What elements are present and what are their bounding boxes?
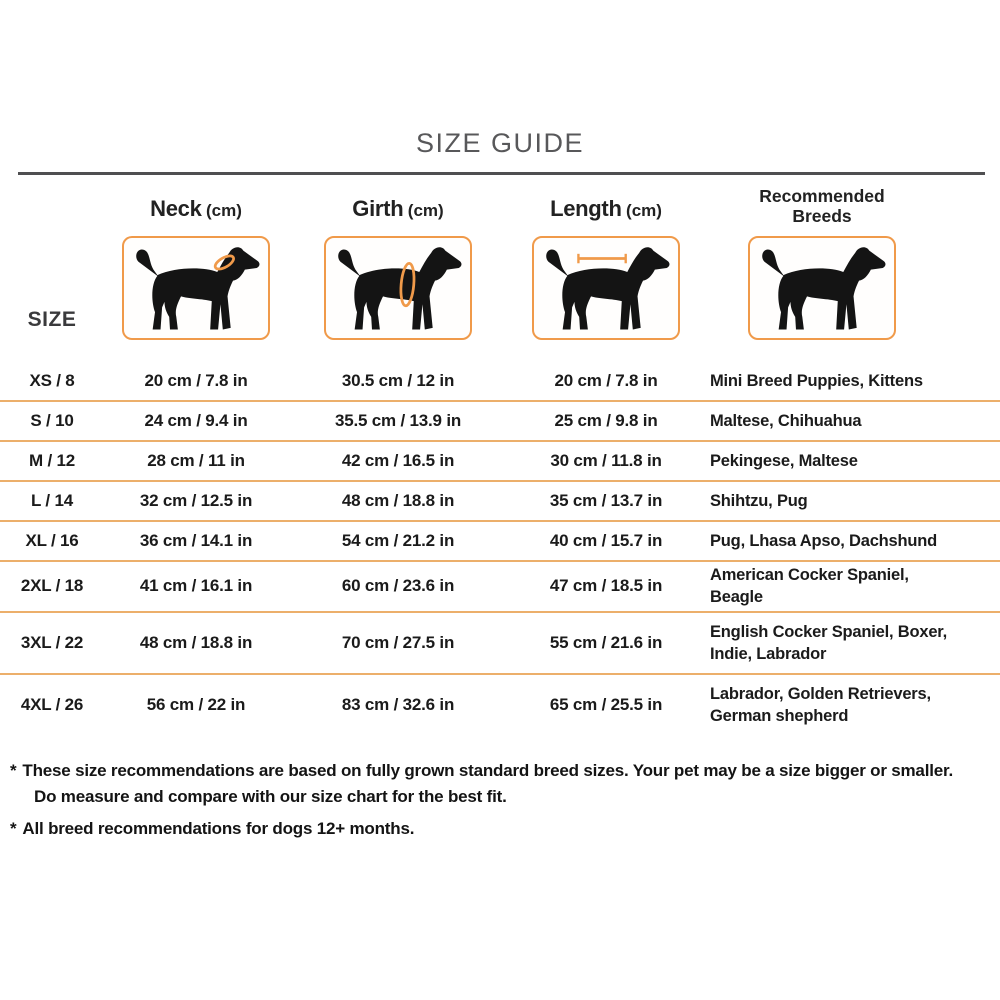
girth-cell: 60 cm / 23.6 in bbox=[341, 576, 455, 596]
footnote-text: These size recommendations are based on fully grown standard breed sizes. Your pet may be a size bigger or smaller. bbox=[22, 761, 953, 780]
neck-column-header: Neck (cm) bbox=[150, 196, 242, 222]
girth-column-header: Girth (cm) bbox=[352, 196, 444, 222]
breeds-cell: Shihtzu, Pug bbox=[710, 491, 808, 510]
footnote-size-recommendation bbox=[10, 758, 980, 810]
footnote-text: All breed recommendations for dogs 12+ months. bbox=[22, 819, 415, 838]
girth-cell: 83 cm / 32.6 in bbox=[341, 695, 455, 715]
girth-cell: 30.5 cm / 12 in bbox=[341, 371, 455, 390]
breeds-column-header: Recommended Breeds bbox=[759, 186, 885, 227]
table-row bbox=[0, 442, 1000, 482]
breeds-cell: English Cocker Spaniel, Boxer, Indie, Labrador bbox=[710, 622, 947, 663]
neck-cell: 41 cm / 16.1 in bbox=[139, 576, 253, 596]
size-cell: M / 12 bbox=[28, 451, 76, 470]
table-row bbox=[0, 482, 1000, 522]
neck-measure-dog-icon bbox=[122, 236, 270, 340]
neck-cell: 28 cm / 11 in bbox=[147, 451, 245, 470]
table-row bbox=[0, 362, 1000, 402]
header-divider bbox=[18, 172, 985, 175]
breeds-cell: Pekingese, Maltese bbox=[710, 451, 858, 470]
size-cell: L / 14 bbox=[31, 491, 73, 510]
length-cell: 55 cm / 21.6 in bbox=[549, 632, 663, 652]
table-row bbox=[0, 675, 1000, 736]
neck-cell: 24 cm / 9.4 in bbox=[144, 411, 248, 430]
breeds-cell: American Cocker Spaniel, Beagle bbox=[710, 566, 909, 607]
neck-cell: 32 cm / 12.5 in bbox=[139, 491, 253, 510]
length-column-header: Length (cm) bbox=[550, 196, 662, 222]
footnote-breed-recommendation bbox=[10, 816, 980, 842]
length-cell: 35 cm / 13.7 in bbox=[549, 491, 663, 510]
breeds-cell: Pug, Lhasa Apso, Dachshund bbox=[710, 531, 938, 550]
size-table bbox=[0, 362, 1000, 736]
size-cell: XS / 8 bbox=[29, 371, 75, 390]
girth-cell: 42 cm / 16.5 in bbox=[341, 451, 455, 470]
size-cell: XL / 16 bbox=[25, 531, 79, 550]
girth-cell: 35.5 cm / 13.9 in bbox=[334, 411, 462, 430]
breeds-dog-icon bbox=[748, 236, 896, 340]
size-cell: S / 10 bbox=[30, 411, 74, 430]
neck-cell: 36 cm / 14.1 in bbox=[139, 531, 253, 550]
neck-cell: 20 cm / 7.8 in bbox=[144, 371, 248, 390]
size-cell: 2XL / 18 bbox=[20, 576, 84, 596]
girth-cell: 48 cm / 18.8 in bbox=[341, 491, 455, 510]
asterisk-marker: * bbox=[10, 761, 17, 780]
footnote-text: Do measure and compare with our size chart for the best fit. bbox=[34, 787, 507, 806]
page-title: SIZE GUIDE bbox=[415, 128, 585, 158]
measure-illustration-row bbox=[0, 236, 940, 340]
length-cell: 40 cm / 15.7 in bbox=[549, 531, 663, 550]
length-cell: 65 cm / 25.5 in bbox=[549, 695, 663, 715]
footnotes bbox=[10, 758, 980, 848]
table-row bbox=[0, 522, 1000, 562]
girth-measure-dog-icon bbox=[324, 236, 472, 340]
breeds-cell: Mini Breed Puppies, Kittens bbox=[710, 371, 923, 390]
table-row bbox=[0, 613, 1000, 676]
table-row bbox=[0, 402, 1000, 442]
neck-cell: 56 cm / 22 in bbox=[146, 695, 246, 715]
length-cell: 47 cm / 18.5 in bbox=[549, 576, 663, 596]
size-cell: 4XL / 26 bbox=[20, 695, 84, 715]
length-cell: 30 cm / 11.8 in bbox=[550, 451, 662, 470]
asterisk-marker: * bbox=[10, 819, 17, 838]
length-cell: 25 cm / 9.8 in bbox=[554, 411, 658, 430]
column-header-row bbox=[0, 186, 940, 228]
size-cell: 3XL / 22 bbox=[20, 632, 84, 652]
size-label: SIZE bbox=[27, 308, 77, 331]
girth-cell: 54 cm / 21.2 in bbox=[341, 531, 455, 550]
girth-cell: 70 cm / 27.5 in bbox=[341, 632, 455, 652]
neck-cell: 48 cm / 18.8 in bbox=[139, 632, 253, 652]
breeds-cell: Labrador, Golden Retrievers, German shepherd bbox=[710, 685, 931, 726]
length-measure-dog-icon bbox=[532, 236, 680, 340]
length-cell: 20 cm / 7.8 in bbox=[554, 371, 658, 390]
table-row bbox=[0, 562, 1000, 613]
breeds-cell: Maltese, Chihuahua bbox=[710, 411, 862, 430]
